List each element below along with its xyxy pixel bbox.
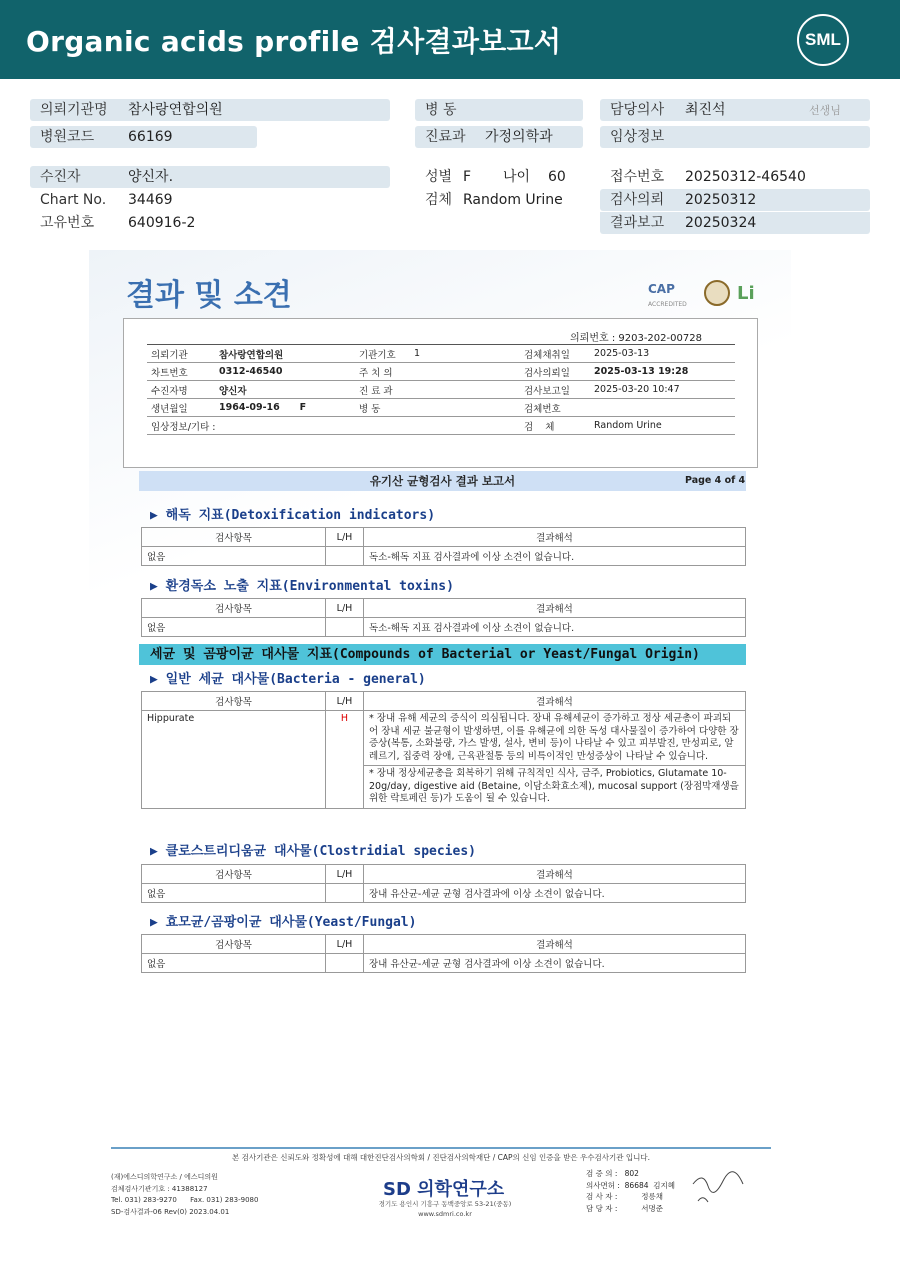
- page-title: Organic acids profile 검사결과보고서: [26, 25, 562, 58]
- lab-logo-icon: Li: [737, 283, 755, 304]
- bacteria-table: 검사항목 L/H 결과해석 Hippurate H * 장내 유해 세균의 증식이 의심됩니다. 장내 유해세균이 증가하고 정상 세균총이 파괴되어 장내 세균 불균형이 발생하면, 이를 유해균에 의한 독성 대사물질이 증가하여 다양한 장 증상(복통, 소화불량, 가스 발생, 설사, 변비 등)이 나타날 수 있고 피부발진, 만성피로, 알레르기, 집중력 장애, 근육관절통 등의 비특이적인 만성증상이 나타날 수 있습니다. * 장내 정상세균총을 회복하기 위해 규칙적인 식사, 금주, Probiotics, Glutamate 10-20g/day, digestive aid (Betaine, 이담소화효소제), mucosal support (장점막재생을 위한 락토페린 등)가 도움이 될 수 있습니다.: [141, 691, 746, 809]
- sd-address: 경기도 용인시 기흥구 동백중앙로 53-21(중동) www.sdmri.co.kr: [378, 1200, 512, 1218]
- section-clostridial: ▶ 클로스트리디움균 대사물(Clostridial species): [150, 844, 476, 859]
- sex-age-row: 성별 F 나이 60: [425, 169, 566, 185]
- env-table: 검사항목 L/H 결과해석 없음 독소-해독 지표 검사결과에 이상 소견이 없습니다.: [141, 598, 746, 637]
- doctor-row: 담당의사 최진석 선생님: [600, 99, 870, 121]
- ward-row: 병 동: [415, 99, 583, 121]
- section-env: ▶ 환경독소 노출 지표(Environmental toxins): [150, 579, 454, 594]
- report-bar-title: 유기산 균형검사 결과 보고서: [139, 471, 746, 491]
- hippurate-item: Hippurate: [142, 711, 326, 809]
- section-microbial: 세균 및 곰팡이균 대사물 지표(Compounds of Bacterial or Yeast/Fungal Origin): [139, 644, 746, 665]
- report-row: 결과보고 20250324: [600, 212, 870, 234]
- section-bacteria: ▶ 일반 세균 대사물(Bacteria - general): [150, 672, 426, 687]
- dept-row: 진료과 가정의학과: [415, 126, 583, 148]
- page-header: [0, 0, 900, 79]
- request-no: 의뢰번호 : 9203-202-00728: [570, 333, 702, 344]
- signature-icon: [688, 1166, 748, 1206]
- page-indicator: Page 4 of 4: [685, 475, 746, 486]
- chart-row: Chart No. 34469: [40, 192, 173, 208]
- footer-divider: [111, 1147, 771, 1149]
- section-yeast: ▶ 효모균/곰팡이균 대사물(Yeast/Fungal): [150, 915, 417, 930]
- seal-icon: [704, 280, 730, 306]
- yeast-table: 검사항목 L/H 결과해석 없음 장내 유산균-세균 균형 검사결과에 이상 소견이 없습니다.: [141, 934, 746, 973]
- receipt-row: 접수번호 20250312-46540: [610, 169, 806, 185]
- patient-name: 양신자.: [128, 169, 174, 185]
- hospital-code-row: 병원코드 66169: [30, 126, 257, 148]
- clostridial-table: 검사항목 L/H 결과해석 없음 장내 유산균-세균 균형 검사결과에 이상 소견이 없습니다.: [141, 864, 746, 903]
- cap-logo: CAP ACCREDITED: [648, 282, 687, 308]
- specimen-row: 검체 Random Urine: [425, 192, 563, 208]
- footer-lab-info: (재)에스디의학연구소 / 에스디의원 검체검사기관기호 : 41388127 Tel. 031) 283-9270 Fax. 031) 283-9080 SD-검사결과-06 Rev(0) 2023.04.01: [111, 1173, 259, 1216]
- hippurate-flag: H: [326, 711, 364, 809]
- signature-block: 검 증 의 : 802 의사면허 : 86684 김지혜 검 사 자 : 정릉채 담 당 자 : 서명준: [586, 1169, 676, 1213]
- clinical-row: 임상정보: [600, 126, 870, 148]
- sml-logo: SML: [797, 14, 849, 66]
- institution: 참사랑연합의원: [128, 102, 223, 118]
- uid-row: 고유번호 640916-2: [40, 215, 196, 231]
- institution-row: 의뢰기관명 참사랑연합의원: [30, 99, 390, 121]
- footer-note: 본 검사기관은 신뢰도와 정확성에 대해 대한진단검사의학회 / 진단검사의학재단 / CAP의 신임 인증을 받은 우수검사기관 입니다.: [232, 1153, 650, 1162]
- detox-table: 검사항목 L/H 결과해석 없음 독소-해독 지표 검사결과에 이상 소견이 없습니다.: [141, 527, 746, 566]
- request-row: 검사의뢰 20250312: [600, 189, 870, 211]
- sd-logo: SD 의학연구소: [383, 1179, 505, 1200]
- section-detox: ▶ 해독 지표(Detoxification indicators): [150, 508, 436, 523]
- report-title: 결과 및 소견: [126, 278, 292, 313]
- patient-row: 수진자 양신자.: [30, 166, 390, 188]
- patient-info-table: 의뢰기관 참사랑연합의원 기관기호 1 검체채취일 2025-03-13 차트번호 0312-46540 주 치 의 검사의뢰일 2025-03-13 19:28 수진자명 양신자 진 료 과 검사보고일 2025-03-20 10:47 생년월일 1964-09-16 F 병 동 검체번호 임상정보/기타 : 검 체 Random Urine: [147, 344, 735, 435]
